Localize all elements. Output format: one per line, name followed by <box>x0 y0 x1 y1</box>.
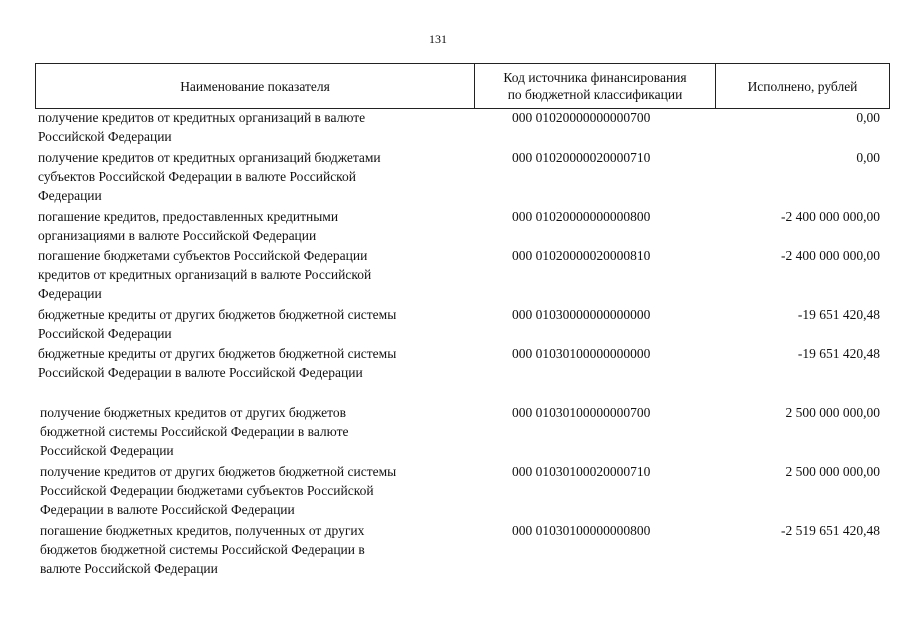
row-value: 0,00 <box>856 150 880 165</box>
header-code-line2: по бюджетной классификации <box>507 87 683 102</box>
row-name: погашение бюджетных кредитов, полученных от других бюджетов бюджетной системы Российской Федерации в валюте Российской Федерации <box>40 523 365 576</box>
row-value: -19 651 420,48 <box>797 307 880 322</box>
row-code: 000 01030100000000800 <box>512 523 651 538</box>
page-number: 131 <box>429 32 447 46</box>
row-code: 000 01020000020000810 <box>512 248 651 263</box>
row-value: -2 400 000 000,00 <box>781 209 880 224</box>
header-code-column <box>475 64 716 108</box>
row-name: погашение кредитов, предоставленных кредитными организациями в валюте Российской Федерации <box>38 209 339 243</box>
row-value: 2 500 000 000,00 <box>785 464 880 479</box>
row-code: 000 01020000000000800 <box>512 209 651 224</box>
row-name: получение кредитов от кредитных организаций в валюте Российской Федерации <box>38 110 366 144</box>
header-value-column: Исполнено, рублей <box>747 78 858 94</box>
row-value: 2 500 000 000,00 <box>785 405 880 420</box>
header-name-column: Наименование показателя <box>36 64 475 108</box>
table-header <box>35 63 890 109</box>
row-name: получение бюджетных кредитов от других бюджетов бюджетной системы Российской Федерации в валюте Российской Федерации <box>40 405 349 458</box>
row-name: получение кредитов от других бюджетов бюджетной системы Российской Федерации бюджетами субъектов Российской Федерации в валюте Российской Федерации <box>40 464 397 517</box>
row-code: 000 01030000000000000 <box>512 307 651 322</box>
row-name: погашение бюджетами субъектов Российской Федерации кредитов от кредитных организаций в валюте Российской Федерации <box>38 248 372 301</box>
row-code: 000 01030100000000700 <box>512 405 651 420</box>
row-value: 0,00 <box>856 110 880 125</box>
row-value: -19 651 420,48 <box>797 346 880 361</box>
row-value: -2 400 000 000,00 <box>781 248 880 263</box>
row-code: 000 01020000020000710 <box>512 150 651 165</box>
header-code-line1: Код источника финансирования <box>503 70 687 85</box>
row-name: бюджетные кредиты от других бюджетов бюджетной системы Российской Федерации <box>38 307 397 341</box>
row-code: 000 01020000000000700 <box>512 110 651 125</box>
row-name: получение кредитов от кредитных организаций бюджетами субъектов Российской Федерации в валюте Российской Федерации <box>38 150 381 203</box>
row-value: -2 519 651 420,48 <box>781 523 880 538</box>
row-code: 000 01030100000000000 <box>512 346 651 361</box>
row-name: бюджетные кредиты от других бюджетов бюджетной системы Российской Федерации в валюте Российской Федерации <box>38 346 397 380</box>
row-code: 000 01030100020000710 <box>512 464 651 479</box>
